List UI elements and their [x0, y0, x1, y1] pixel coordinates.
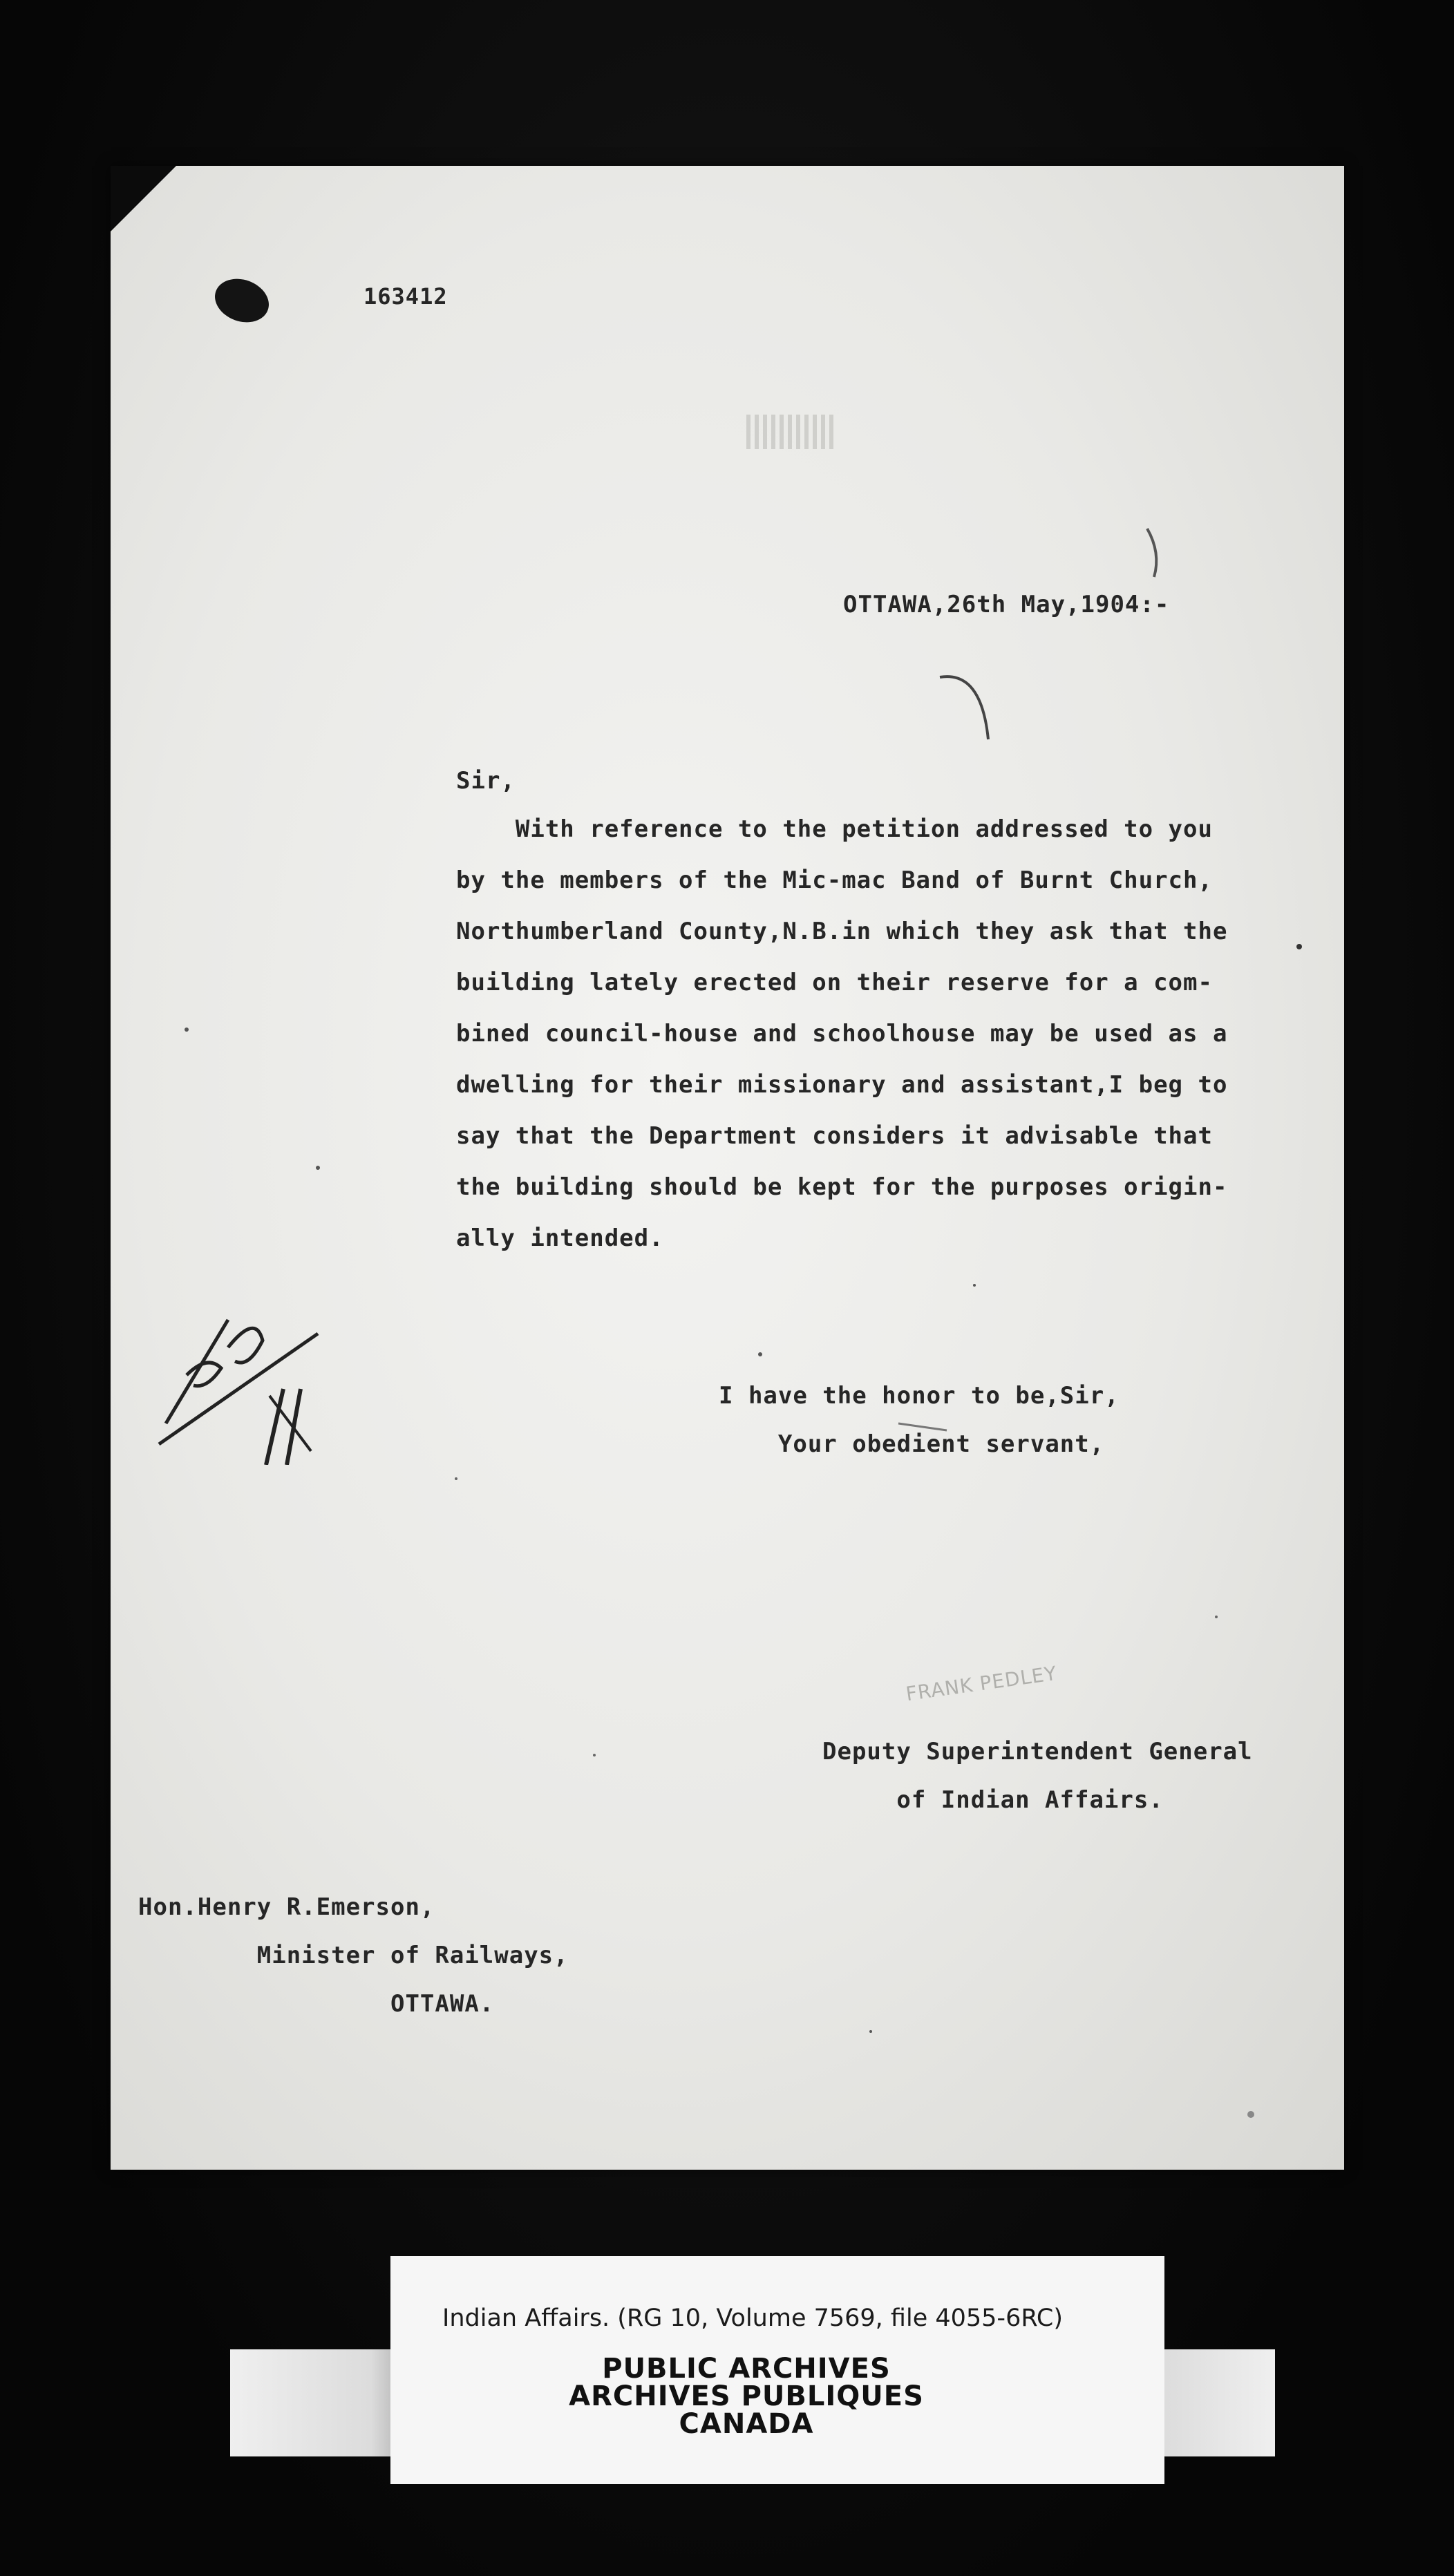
addressee-line: Hon.Henry R.Emerson,: [138, 1893, 435, 1921]
body-line: Northumberland County,N.B.in which they ask that the: [456, 918, 1228, 945]
body-line: dwelling for their missionary and assistant,I beg to: [456, 1071, 1228, 1099]
addressee-line: Minister of Railways,: [138, 1942, 569, 1969]
addressee-line: OTTAWA.: [138, 1990, 495, 2018]
tape-end-left: [230, 2349, 396, 2456]
signatory-title-line: Deputy Superintendent General: [822, 1738, 1253, 1765]
signature-stamp: FRANK PEDLEY: [904, 1661, 1059, 1706]
body-line: the building should be kept for the purposes origin-: [456, 1173, 1228, 1201]
closing-line: I have the honor to be,Sir,: [719, 1382, 1120, 1410]
body-line: bined council-house and schoolhouse may be used as a: [456, 1020, 1228, 1048]
archive-name-line: ARCHIVES PUBLIQUES: [569, 2380, 924, 2412]
paper-specks: [111, 166, 1344, 2170]
place-date: OTTAWA,26th May,1904:-: [843, 591, 1170, 618]
salutation: Sir,: [456, 767, 516, 795]
signatory-title-line: of Indian Affairs.: [822, 1786, 1164, 1814]
body-line: ally intended.: [456, 1224, 664, 1252]
body-line: say that the Department considers it advisable that: [456, 1122, 1213, 1150]
archive-name-line: PUBLIC ARCHIVES: [602, 2353, 891, 2385]
file-number: 163412: [364, 283, 448, 310]
closing-line: Your obedient servant,: [719, 1430, 1105, 1458]
body-line: building lately erected on their reserve for a com-: [456, 969, 1213, 996]
letter-page: [111, 166, 1344, 2170]
archive-name-line: CANADA: [679, 2408, 814, 2440]
body-line: With reference to the petition addressed to you: [456, 815, 1213, 843]
archive-citation: Indian Affairs. (RG 10, Volume 7569, file 4055-6RC): [442, 2304, 1064, 2332]
body-line: by the members of the Mic-mac Band of Burnt Church,: [456, 866, 1213, 894]
